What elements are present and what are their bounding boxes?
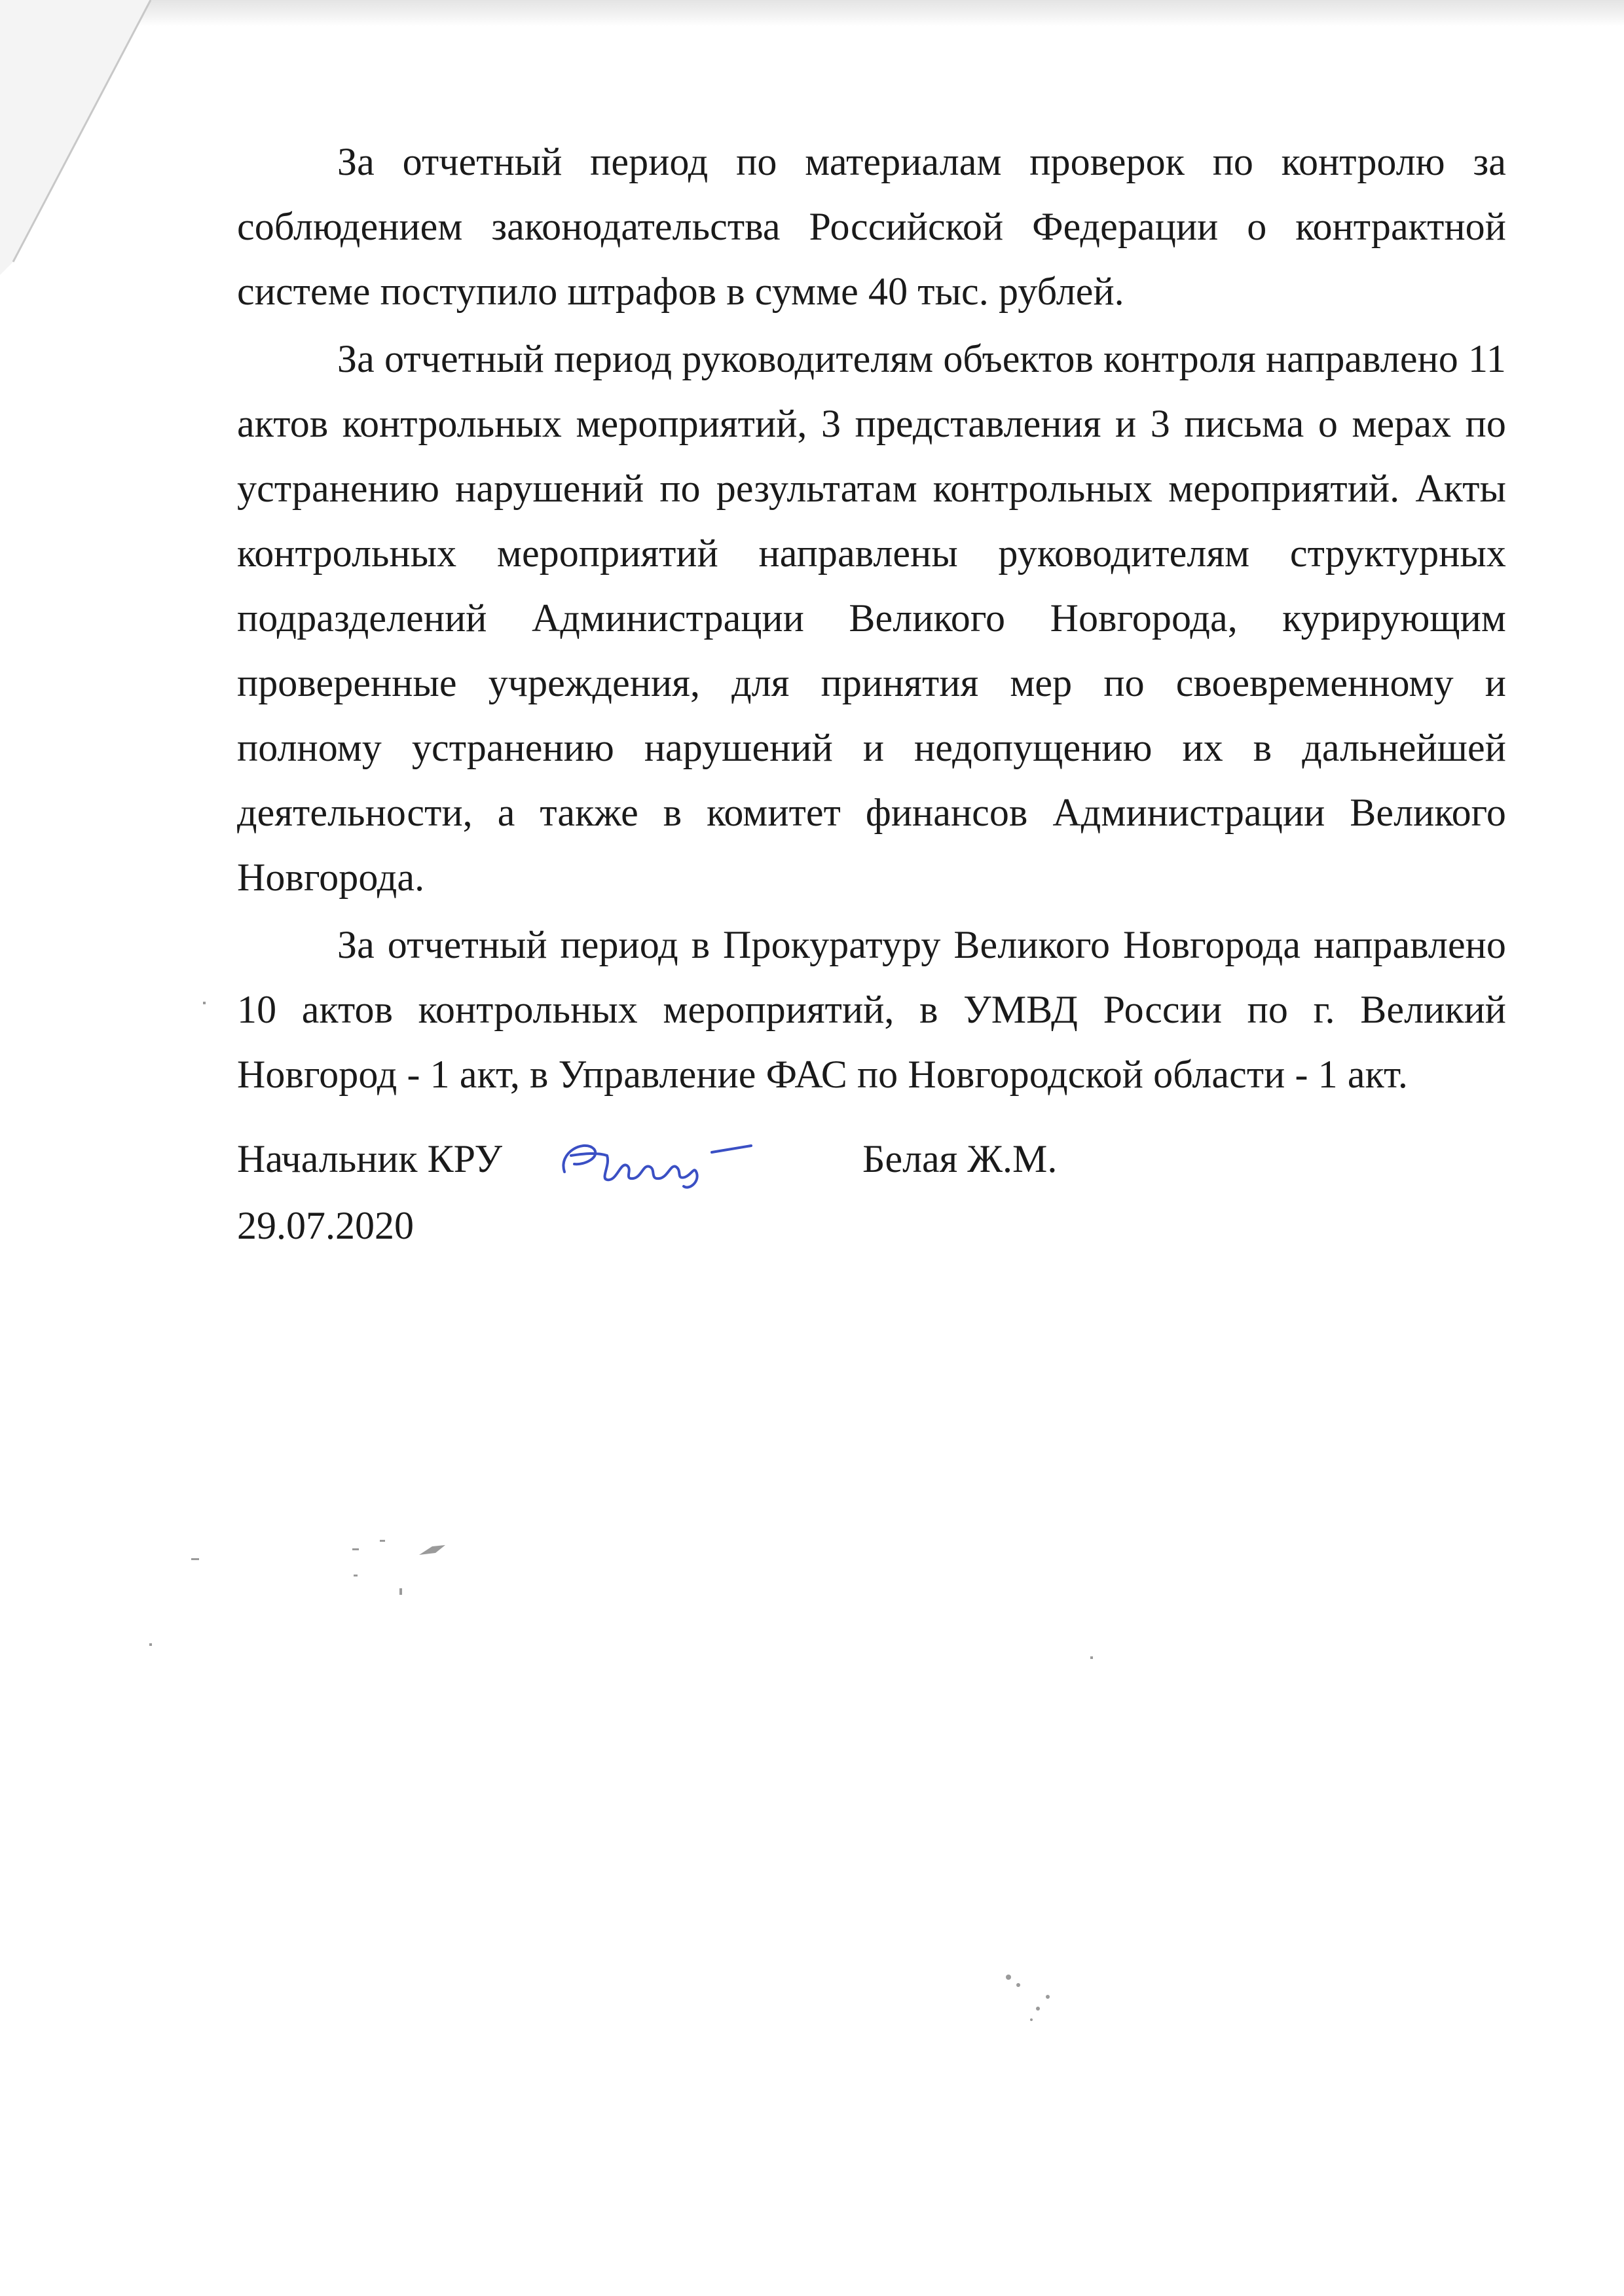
document-date: 29.07.2020	[237, 1204, 414, 1247]
paragraph-prosecutor: За отчетный период в Прокуратуру Великого Новгорода направлено 10 актов контрольных мероприятий, в УМВД России по г. Великий Новгород - 1 акт, в Управление ФАС по Новгородской области - 1 акт.	[237, 923, 1506, 1096]
scan-edge-shadow	[0, 0, 1624, 26]
paragraph-fines: За отчетный период по материалам проверок по контролю за соблюдением законодательства Российской Федерации о контрактной системе поступило штрафов в сумме 40 тыс. рублей.	[237, 140, 1506, 313]
folded-corner-shadow	[0, 0, 157, 275]
document-body	[237, 130, 1506, 1107]
position-title: Начальник КРУ	[237, 1137, 502, 1180]
paragraph-acts-sent: За отчетный период руководителям объектов контроля направлено 11 актов контрольных мероприятий, 3 представления и 3 письма о мерах по устранению нарушений по результатам контрольных мероприятий. Акты контрольных мероприятий направлены руководителям структурных подразделений Администрации Великого Новгорода, курирующим проверенные учреждения, для принятия мер по своевременному и полному устранению нарушений и недопущению их в дальнейшей деятельности, а также в комитет финансов Администрации Великого Новгорода.	[237, 337, 1506, 899]
signature-block	[237, 1126, 1506, 1192]
handwritten-signature-icon	[545, 1126, 761, 1198]
signer-name: Белая Ж.М.	[862, 1137, 1058, 1180]
